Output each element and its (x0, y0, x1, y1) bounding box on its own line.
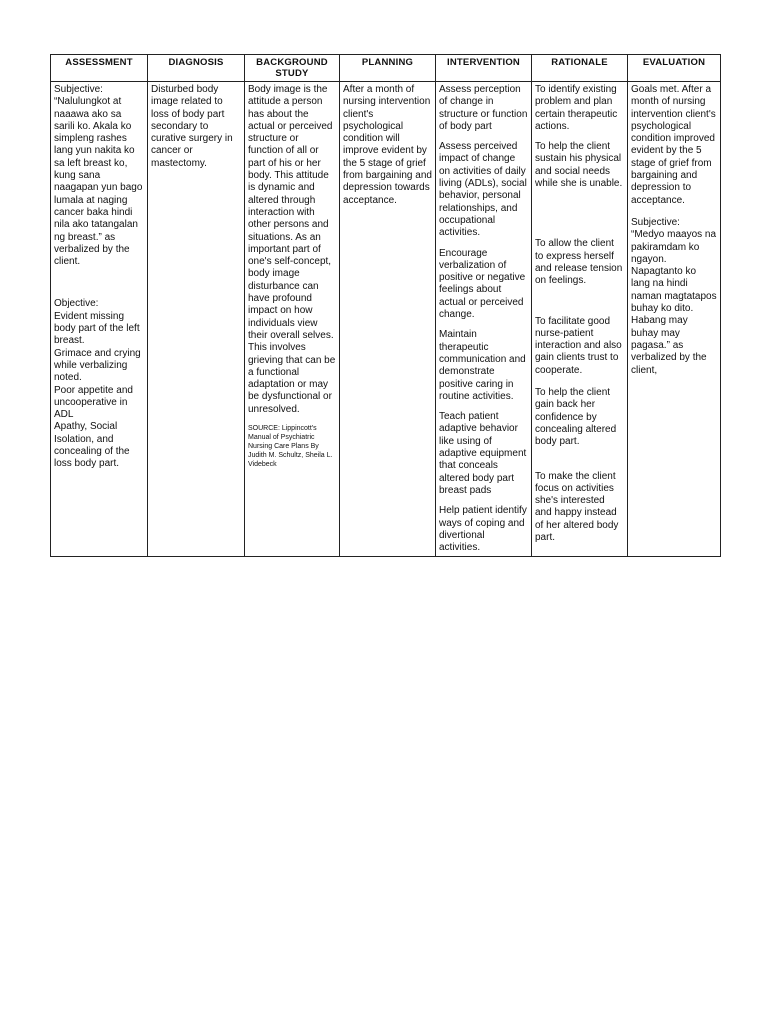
spacer (439, 497, 528, 505)
rationale-item: To identify existing problem and plan certain therapeutic actions. (535, 84, 618, 132)
evaluation-text: Goals met. After a month of nursing intervention client's psychological condition improved evident by the 5 stage of grief from bargaining and depression to acceptance. (631, 84, 716, 206)
rationale-item: To facilitate good nurse-patient interaction and also gain clients trust to cooperate. (535, 315, 622, 376)
evaluation-subjective-label: Subjective: (631, 216, 680, 228)
header-assessment: ASSESSMENT (51, 55, 148, 82)
spacer (535, 133, 624, 141)
spacer (54, 268, 144, 298)
assessment-objective-label: Objective: (54, 298, 99, 310)
assessment-cell (51, 82, 148, 557)
rationale-cell (532, 82, 628, 557)
header-rationale: RATIONALE (532, 55, 628, 82)
rationale-item: To help the client sustain his physical and social needs while she is unable. (535, 141, 623, 190)
spacer (439, 133, 528, 141)
assessment-subjective-text: “Nalulungkot at naaawa ako sa sarili ko. Akala ko simpleng rashes lang yun nakita ko sa left breast ko, kung sana naagapan yun bago lumala at naging cancer baka hindi nila ako tatangalan ng breast.” as verbalized by the client. (54, 96, 143, 268)
background-source-citation: SOURCE: Lippincott's Manual of Psychiatric Nursing Care Plans By Judith M. Schultz, Sheila L. Videbeck (248, 425, 333, 469)
assessment-objective-item: Evident missing body part of the left breast. (54, 310, 140, 347)
background-study-text: Body image is the attitude a person has about the actual or perceived structure or function of all or part of his or her body. This attitude is dynamic and altered through interaction with other persons and situations. As an important part of one's self-concept, body image disturbance can have profound impact on how individuals view their overall selves. This involves grieving that can be a functional adaptation or may be dysfunctional or unresolved. (248, 84, 336, 415)
rationale-item: To help the client gain back her confidence by concealing altered body part. (535, 387, 617, 448)
header-planning: PLANNING (340, 55, 436, 82)
header-row (51, 55, 721, 82)
header-evaluation: EVALUATION (628, 55, 721, 82)
spacer (631, 207, 717, 217)
planning-cell (340, 82, 436, 557)
intervention-cell (436, 82, 532, 557)
rationale-item: To allow the client to express herself and release tension on feelings. (535, 238, 623, 287)
rationale-item: To make the client focus on activities she's interested and happy instead of her altered body part. (535, 470, 619, 544)
evaluation-cell (628, 82, 721, 557)
nursing-care-plan-table (50, 54, 721, 557)
diagnosis-text: Disturbed body image related to loss of body part secondary to curative surgery in cancer or mastectomy. (151, 84, 233, 169)
intervention-item: Teach patient adaptive behavior like using of adaptive equipment that conceals altered body part breast pads (439, 411, 527, 496)
spacer (535, 190, 624, 238)
intervention-item: Assess perception of change in structure or function of body part (439, 84, 528, 132)
background-study-cell (245, 82, 340, 557)
header-background-study: BACKGROUND STUDY (245, 55, 340, 82)
spacer (439, 321, 528, 329)
intervention-item: Maintain therapeutic communication and demonstrate positive caring in routine activities. (439, 329, 526, 402)
spacer (439, 403, 528, 411)
header-diagnosis: DIAGNOSIS (148, 55, 245, 82)
header-intervention: INTERVENTION (436, 55, 532, 82)
assessment-objective-item: Apathy, Social Isolation, and concealing of the loss body part. (54, 421, 130, 470)
assessment-objective-item: Grimace and crying while verbalizing noted. (54, 347, 141, 384)
spacer (535, 377, 624, 387)
spacer (535, 449, 624, 471)
assessment-subjective-label: Subjective: (54, 84, 103, 95)
intervention-item: Assess perceived impact of change on activities of daily living (ADLs), social behavior, personal relationships, and occupational activities. (439, 141, 527, 239)
evaluation-subjective-text: “Medyo maayos na pakiramdam ko ngayon. Napagtanto ko lang na hindi naman magtatapos buhay ko dito. Habang may buhay may pagasa.” as verbalized by the client, (631, 229, 717, 376)
diagnosis-cell (148, 82, 245, 557)
spacer (535, 288, 624, 316)
content-row (51, 82, 721, 557)
planning-text: After a month of nursing intervention client's psychological condition will improve evident by the 5 stage of grief from bargaining and depression towards acceptance. (343, 84, 432, 206)
intervention-item: Help patient identify ways of coping and divertional activities. (439, 505, 527, 554)
spacer (439, 240, 528, 248)
intervention-item: Encourage verbalization of positive or negative feelings about actual or perceived change. (439, 247, 526, 321)
assessment-objective-item: Poor appetite and uncooperative in ADL (54, 384, 133, 421)
